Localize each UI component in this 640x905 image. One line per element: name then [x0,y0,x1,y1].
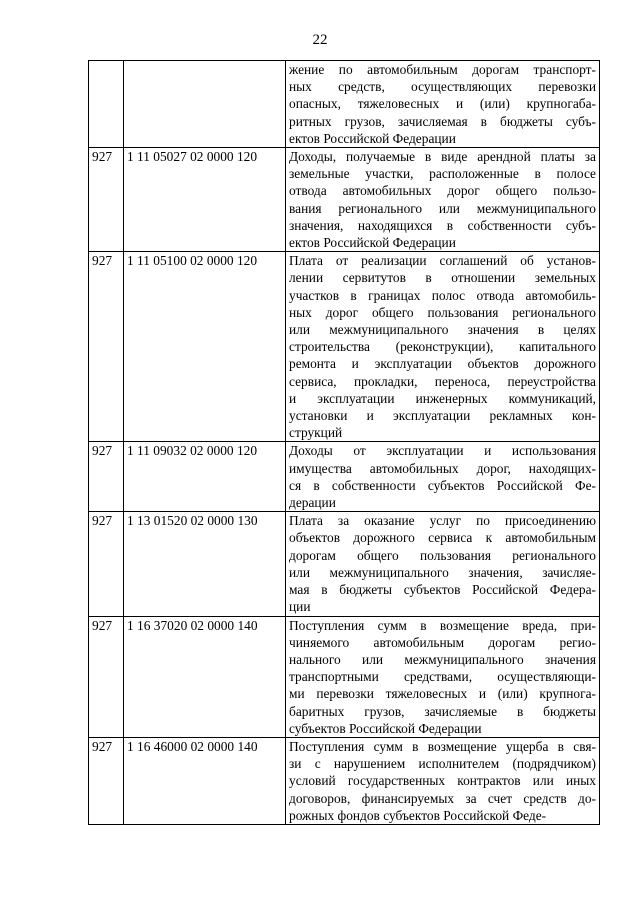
revenue-name-line: договоров, финансируемых за счет средств до- [289,790,596,806]
revenue-name-line: установки и эксплуатации рекламных кон- [289,408,596,424]
revenue-classification-table [88,60,600,825]
table-row [89,737,600,824]
revenue-code-cell: 1 11 05027 02 0000 120 [124,148,286,252]
revenue-name-cell [286,616,600,737]
revenue-name-line: имущества автомобильных дорог, находящих- [289,460,596,476]
revenue-name-line: Поступления сумм в возмещение ущерба в свя- [289,738,596,754]
table-body [89,61,600,825]
revenue-name-line: ремонта и эксплуатации объектов дорожного [289,356,596,372]
revenue-name-line: ектов Российской Федерации [289,235,456,251]
revenue-name-line: Плата за оказание услуг по присоединению [289,513,596,529]
revenue-name-line: и эксплуатации инженерных коммуникаций, [289,390,596,406]
revenue-name-line: участков в границах полос отвода автомобиль- [289,287,596,303]
table-row [89,616,600,737]
revenue-name-line: земельные участки, расположенные в полосе [289,166,596,182]
admin-code-cell: 927 [89,148,124,252]
table-row [89,252,600,442]
revenue-name-line: транспортными средствами, осуществляющи- [289,669,596,685]
revenue-name-line: опасных, тяжеловесных и (или) крупногаба- [289,96,596,112]
revenue-name-cell [286,512,600,616]
revenue-code-cell: 1 11 05100 02 0000 120 [124,252,286,442]
revenue-name-line: чиняемого автомобильным дорогам регио- [289,634,596,650]
table-row [89,512,600,616]
revenue-name-line: условий государственных контрактов или иных [289,773,596,789]
admin-code-cell: 927 [89,512,124,616]
revenue-name-line: дерации [289,495,336,511]
revenue-name-line: ции [289,599,311,615]
table-row [89,442,600,512]
admin-code-cell [89,61,124,148]
revenue-code-cell: 1 13 01520 02 0000 130 [124,512,286,616]
revenue-name-line: Доходы, получаемые в виде арендной платы за [289,149,596,165]
revenue-name-line: или межмуниципального значения в целях [289,322,596,338]
revenue-name-line: Плата от реализации соглашений об установ- [289,253,596,269]
revenue-code-cell [124,61,286,148]
revenue-name-line: субъектов Российской Федерации [289,720,482,736]
table-row [89,148,600,252]
revenue-name-line: ритных грузов, зачисляемая в бюджеты субъ- [289,113,596,129]
revenue-name-line: ся в собственности субъектов Российской Фе- [289,477,596,493]
table-row [89,61,600,148]
revenue-name-line: ных средств, осуществляющих перевозки [289,79,596,95]
admin-code-cell: 927 [89,442,124,512]
revenue-name-line: или межмуниципального значения, зачисляе- [289,564,596,580]
revenue-name-cell [286,61,600,148]
revenue-name-line: Поступления сумм в возмещение вреда, при- [289,617,596,633]
admin-code-cell: 927 [89,616,124,737]
revenue-code-cell: 1 11 09032 02 0000 120 [124,442,286,512]
revenue-name-line: струкций [289,425,343,441]
revenue-name-line: мая в бюджеты субъектов Российской Федера- [289,582,596,598]
revenue-name-line: ектов Российской Федерации [289,130,456,146]
revenue-name-line: лении сервитутов в отношении земельных [289,270,596,286]
revenue-name-line: нального или межмуниципального значения [289,651,596,667]
revenue-name-line: значения, находящихся в собственности субъ- [289,217,596,233]
revenue-name-line: вания регионального или межмуниципального [289,200,596,216]
revenue-name-line: рожных фондов субъектов Российской Феде- [289,807,547,823]
revenue-name-line: сервиса, прокладки, переноса, переустройства [289,373,596,389]
revenue-name-line: ных дорог общего пользования регионального [289,304,596,320]
revenue-name-cell [286,442,600,512]
revenue-name-line: отвода автомобильных дорог общего пользо- [289,183,596,199]
revenue-name-line: баритных грузов, зачисляемые в бюджеты [289,703,596,719]
admin-code-cell: 927 [89,737,124,824]
revenue-name-line: объектов дорожного сервиса к автомобильным [289,530,596,546]
revenue-name-line: зи с нарушением исполнителем (подрядчиком) [289,756,596,772]
revenue-name-cell [286,737,600,824]
revenue-name-line: жение по автомобильным дорогам транспорт- [289,62,596,77]
revenue-name-cell [286,148,600,252]
revenue-name-line: дорогам общего пользования регионального [289,547,596,563]
revenue-name-cell [286,252,600,442]
admin-code-cell: 927 [89,252,124,442]
revenue-name-line: ми перевозки тяжеловесных и (или) крупнога- [289,686,596,702]
revenue-name-line: строительства (реконструкции), капитального [289,339,596,355]
revenue-code-cell: 1 16 37020 02 0000 140 [124,616,286,737]
revenue-code-cell: 1 16 46000 02 0000 140 [124,737,286,824]
page-number: 22 [312,32,328,48]
revenue-name-line: Доходы от эксплуатации и использования [289,443,596,459]
